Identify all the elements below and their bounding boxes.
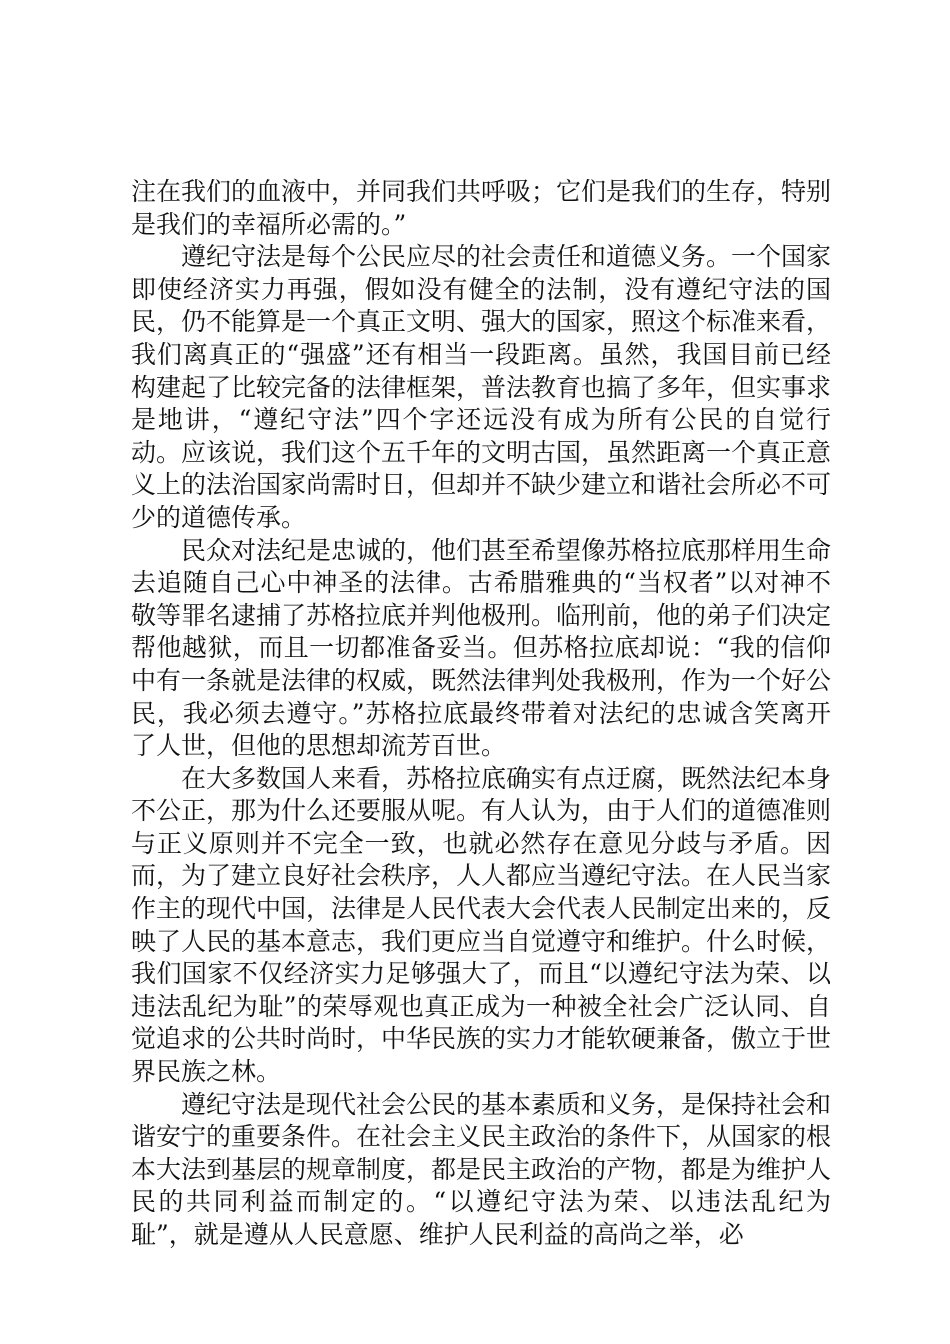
paragraph: 在大多数国人来看，苏格拉底确实有点迂腐，既然法纪本身不公正，那为什么还要服从呢。有人认为，由于人们的道德准则与正义原则并不完全一致，也就必然存在意见分歧与矛盾。因而，为了建立良好社会秩序，人人都应当遵纪守法。在人民当家作主的现代中国，法律是人民代表大会代表人民制定出来的，反映了人民的基本意志，我们更应当自觉遵守和维护。什么时候，我们国家不仅经济实力足够强大了，而且“以遵纪守法为荣、以违法乱纪为耻”的荣辱观也真正成为一种被全社会广泛认同、自觉追求的公共时尚时，中华民族的实力才能软硬兼备，傲立于世界民族之林。 xyxy=(131,763,832,1087)
paragraph-continued: 注在我们的血液中，并同我们共呼吸；它们是我们的生存，特别是我们的幸福所必需的。” xyxy=(131,177,832,239)
paragraph: 民众对法纪是忠诚的，他们甚至希望像苏格拉底那样用生命去追随自己心中神圣的法律。古希腊雅典的“当权者”以对神不敬等罪名逮捕了苏格拉底并判他极刑。临刑前，他的弟子们决定帮他越狱，而且一切都准备妥当。但苏格拉底却说：“我的信仰中有一条就是法律的权威，既然法律判处我极刑，作为一个好公民，我必须去遵守。”苏格拉底最终带着对法纪的忠诚含笑离开了人世，但他的思想却流芳百世。 xyxy=(131,535,832,761)
paragraph: 遵纪守法是每个公民应尽的社会责任和道德义务。一个国家即使经济实力再强，假如没有健全的法制，没有遵纪守法的国民，仍不能算是一个真正文明、强大的国家，照这个标准来看，我们离真正的“强盛”还有相当一段距离。虽然，我国目前已经构建起了比较完备的法律框架，普法教育也搞了多年，但实事求是地讲，“遵纪守法”四个字还远没有成为所有公民的自觉行动。应该说，我们这个五千年的文明古国，虽然距离一个真正意义上的法治国家尚需时日，但却并不缺少建立和谐社会所必不可少的道德传承。 xyxy=(131,242,832,532)
paragraph: 遵纪守法是现代社会公民的基本素质和义务，是保持社会和谐安宁的重要条件。在社会主义民主政治的条件下，从国家的根本大法到基层的规章制度，都是民主政治的产物，都是为维护人民的共同利益而制定的。“以遵纪守法为荣、以违法乱纪为耻”，就是遵从人民意愿、维护人民利益的高尚之举，必 xyxy=(131,1089,832,1249)
body-text xyxy=(131,176,831,1252)
